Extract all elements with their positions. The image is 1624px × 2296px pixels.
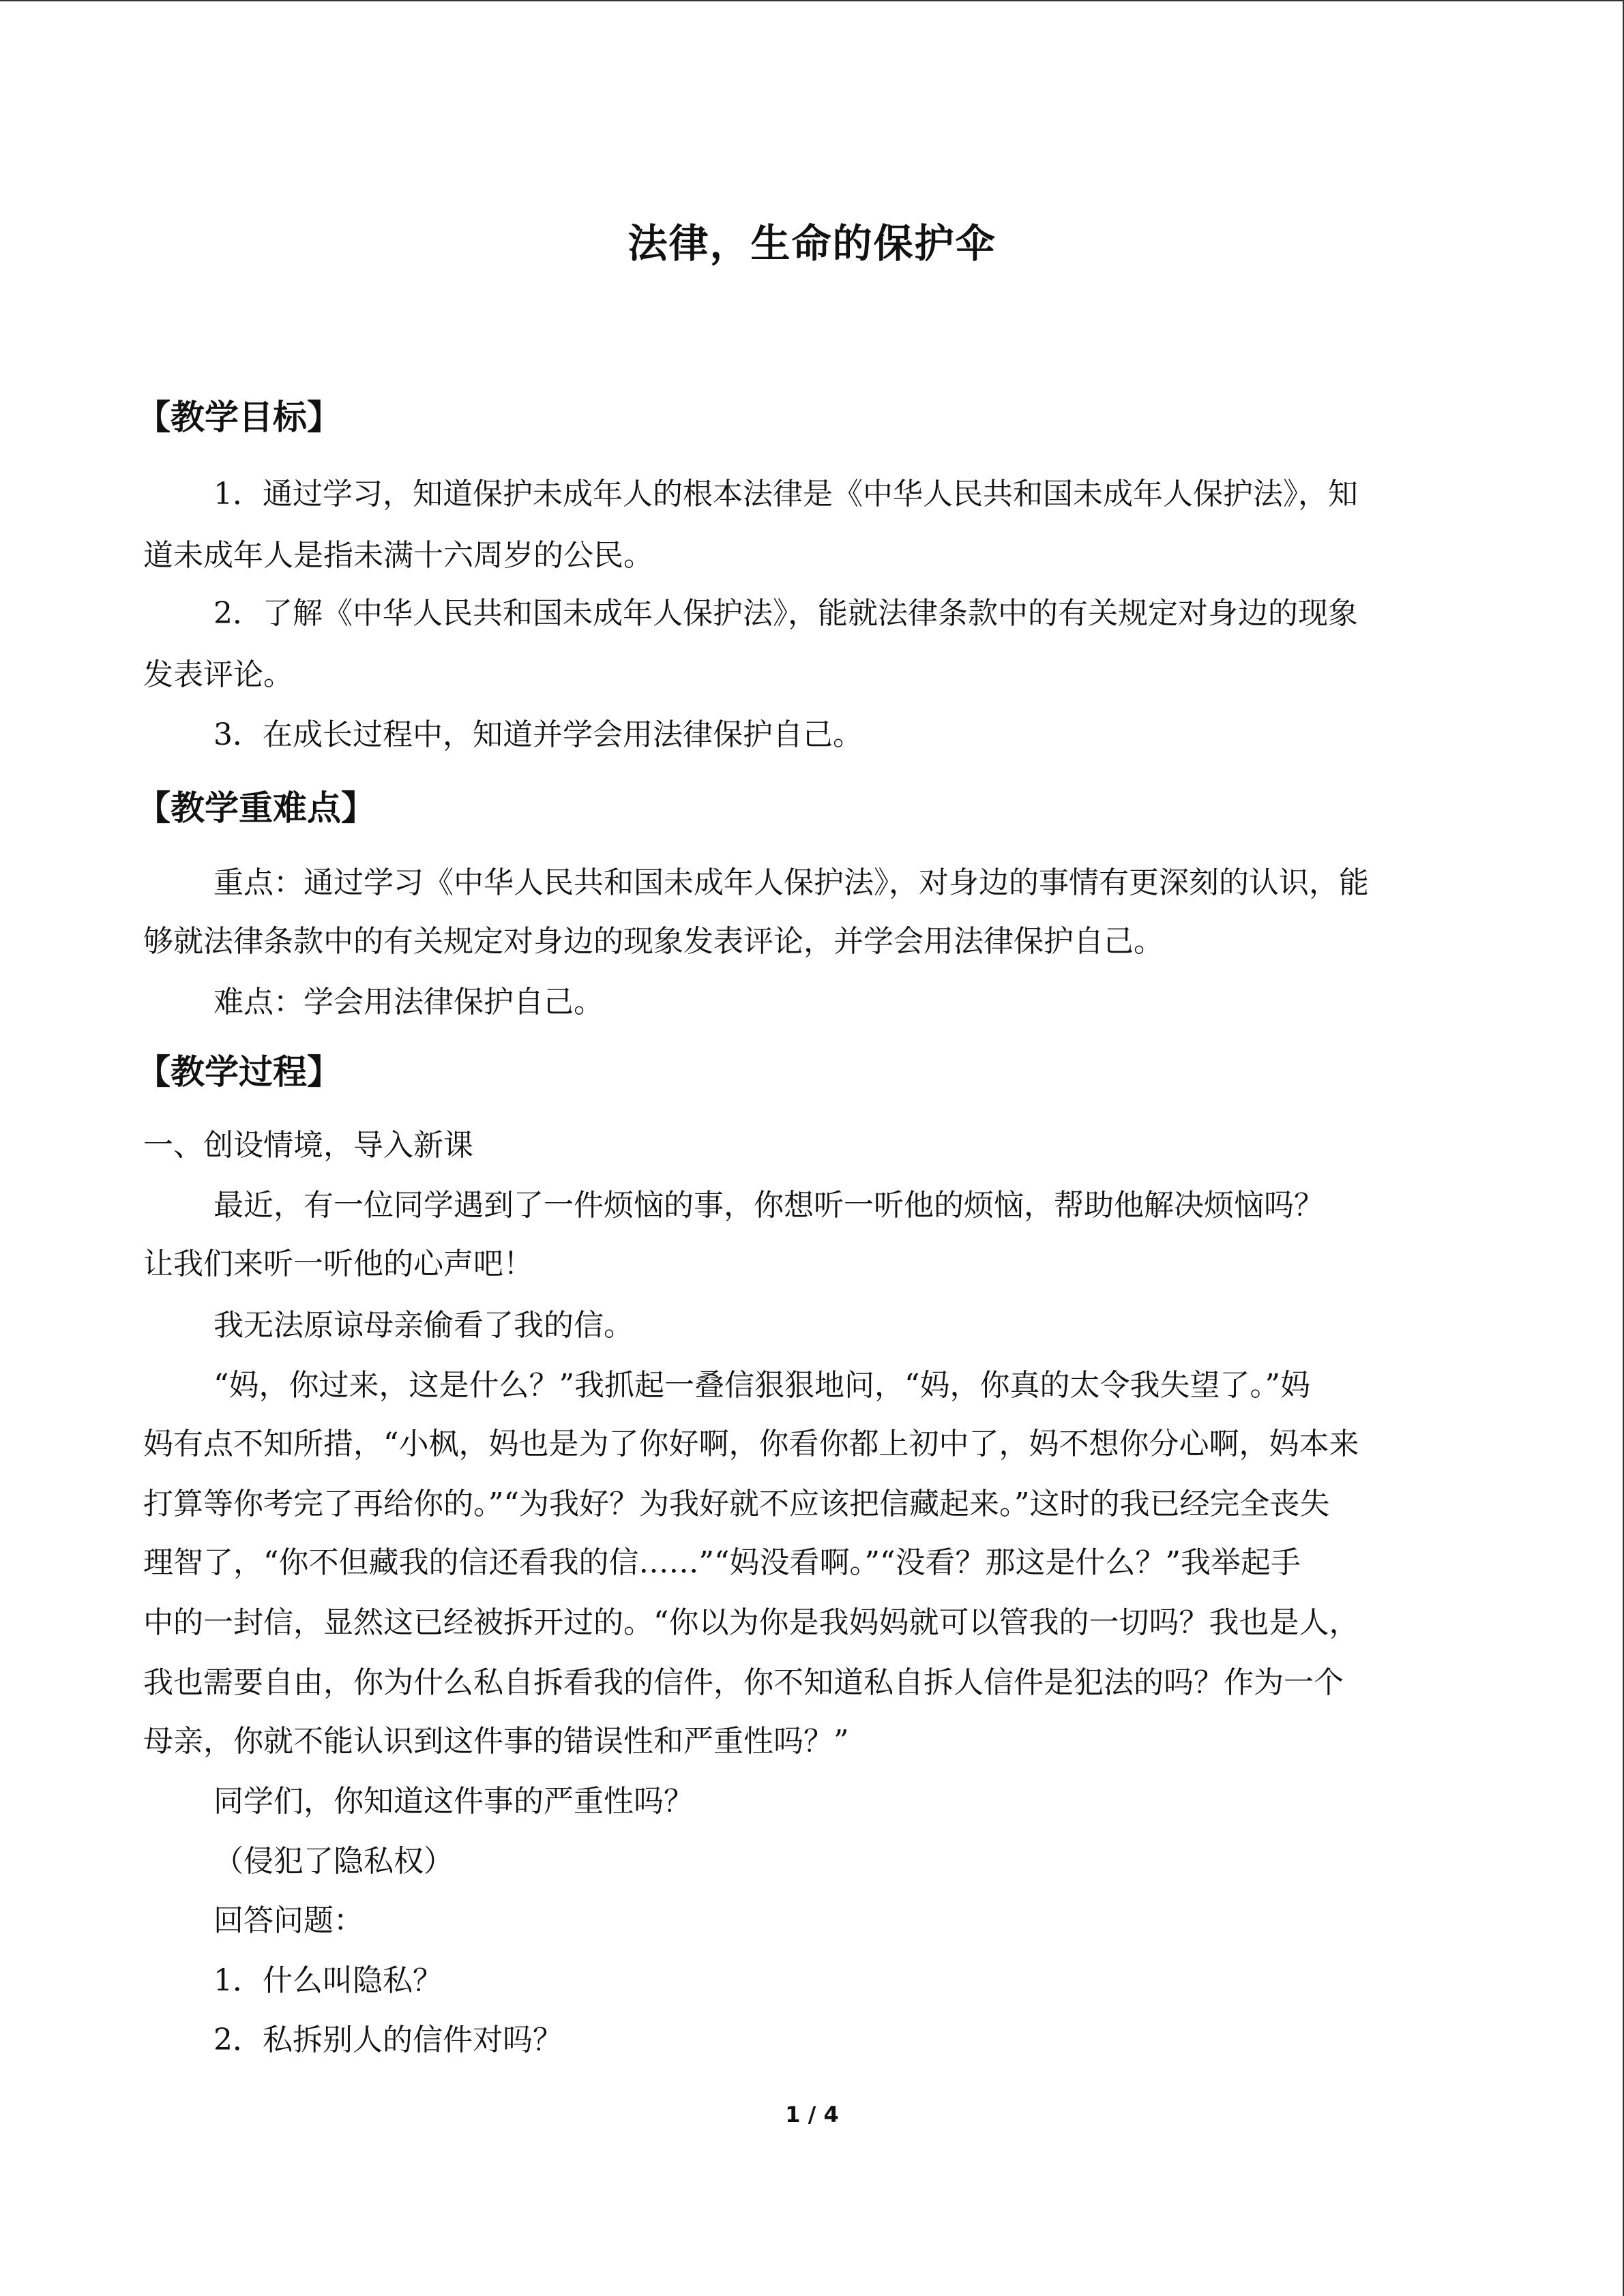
process-paragraph-3-line-3: 打算等你考完了再给你的。”“为我好？为我好就不应该把信藏起来。”这时的我已经完全丧失 <box>143 1487 1330 1521</box>
process-subheading-1: 一、创设情境，导入新课 <box>143 1128 473 1163</box>
process-paragraph-2-line-1: 我无法原谅母亲偷看了我的信。 <box>213 1308 634 1343</box>
goals-paragraph-2-line-1: 2．了解《中华人民共和国未成年人保护法》，能就法律条款中的有关规定对身边的现象 <box>213 596 1358 631</box>
process-paragraph-3-line-4: 理智了，“你不但藏我的信还看我的信……”“妈没看啊。”“没看？那这是什么？”我举起手 <box>143 1545 1301 1580</box>
goals-paragraph-1-line-1: 1．通过学习，知道保护未成年人的根本法律是《中华人民共和国未成年人保护法》，知 <box>213 477 1358 511</box>
section-heading-goals: 【教学目标】 <box>136 398 341 437</box>
key-points-paragraph-2-line-1: 难点：学会用法律保护自己。 <box>213 985 604 1019</box>
section-heading-process: 【教学过程】 <box>136 1052 341 1092</box>
process-paragraph-3-line-7: 母亲，你就不能认识到这件事的错误性和严重性吗？” <box>143 1724 849 1759</box>
process-paragraph-5-line-1: （侵犯了隐私权） <box>213 1844 454 1879</box>
process-paragraph-3-line-6: 我也需要自由，你为什么私自拆看我的信件，你不知道私自拆人信件是犯法的吗？作为一个 <box>143 1665 1344 1700</box>
goals-paragraph-3-line-1: 3．在成长过程中，知道并学会用法律保护自己。 <box>213 717 863 752</box>
key-points-paragraph-1-line-2: 够就法律条款中的有关规定对身边的现象发表评论，并学会用法律保护自己。 <box>143 924 1164 959</box>
key-points-paragraph-1-line-1: 重点：通过学习《中华人民共和国未成年人保护法》，对身边的事情有更深刻的认识，能 <box>213 865 1369 900</box>
process-paragraph-6-line-1: 回答问题： <box>213 1903 364 1938</box>
page-number: 1 / 4 <box>785 2102 839 2128</box>
section-heading-key-points: 【教学重难点】 <box>136 788 375 828</box>
process-paragraph-3-line-5: 中的一封信，显然这已经被拆开过的。“你以为你是我妈妈就可以管我的一切吗？我也是人， <box>143 1605 1359 1640</box>
goals-paragraph-2-line-2: 发表评论。 <box>143 657 293 692</box>
process-question-2: 2．私拆别人的信件对吗？ <box>213 2023 563 2057</box>
process-paragraph-1-line-2: 让我们来听一听他的心声吧！ <box>143 1247 533 1281</box>
goals-paragraph-1-line-2: 道未成年人是指未满十六周岁的公民。 <box>143 538 653 573</box>
process-paragraph-3-line-2: 妈有点不知所措，“小枫，妈也是为了你好啊，你看你都上初中了，妈不想你分心啊，妈本来 <box>143 1427 1359 1461</box>
process-paragraph-1-line-1: 最近，有一位同学遇到了一件烦恼的事，你想听一听他的烦恼，帮助他解决烦恼吗？ <box>213 1188 1324 1223</box>
process-paragraph-3-line-1: “妈，你过来，这是什么？”我抓起一叠信狠狠地问，“妈，你真的太令我失望了。”妈 <box>213 1368 1310 1403</box>
page-title: 法律，生命的保护伞 <box>628 220 996 267</box>
process-paragraph-4-line-1: 同学们，你知道这件事的严重性吗？ <box>213 1784 694 1819</box>
process-question-1: 1．什么叫隐私？ <box>213 1963 443 1998</box>
